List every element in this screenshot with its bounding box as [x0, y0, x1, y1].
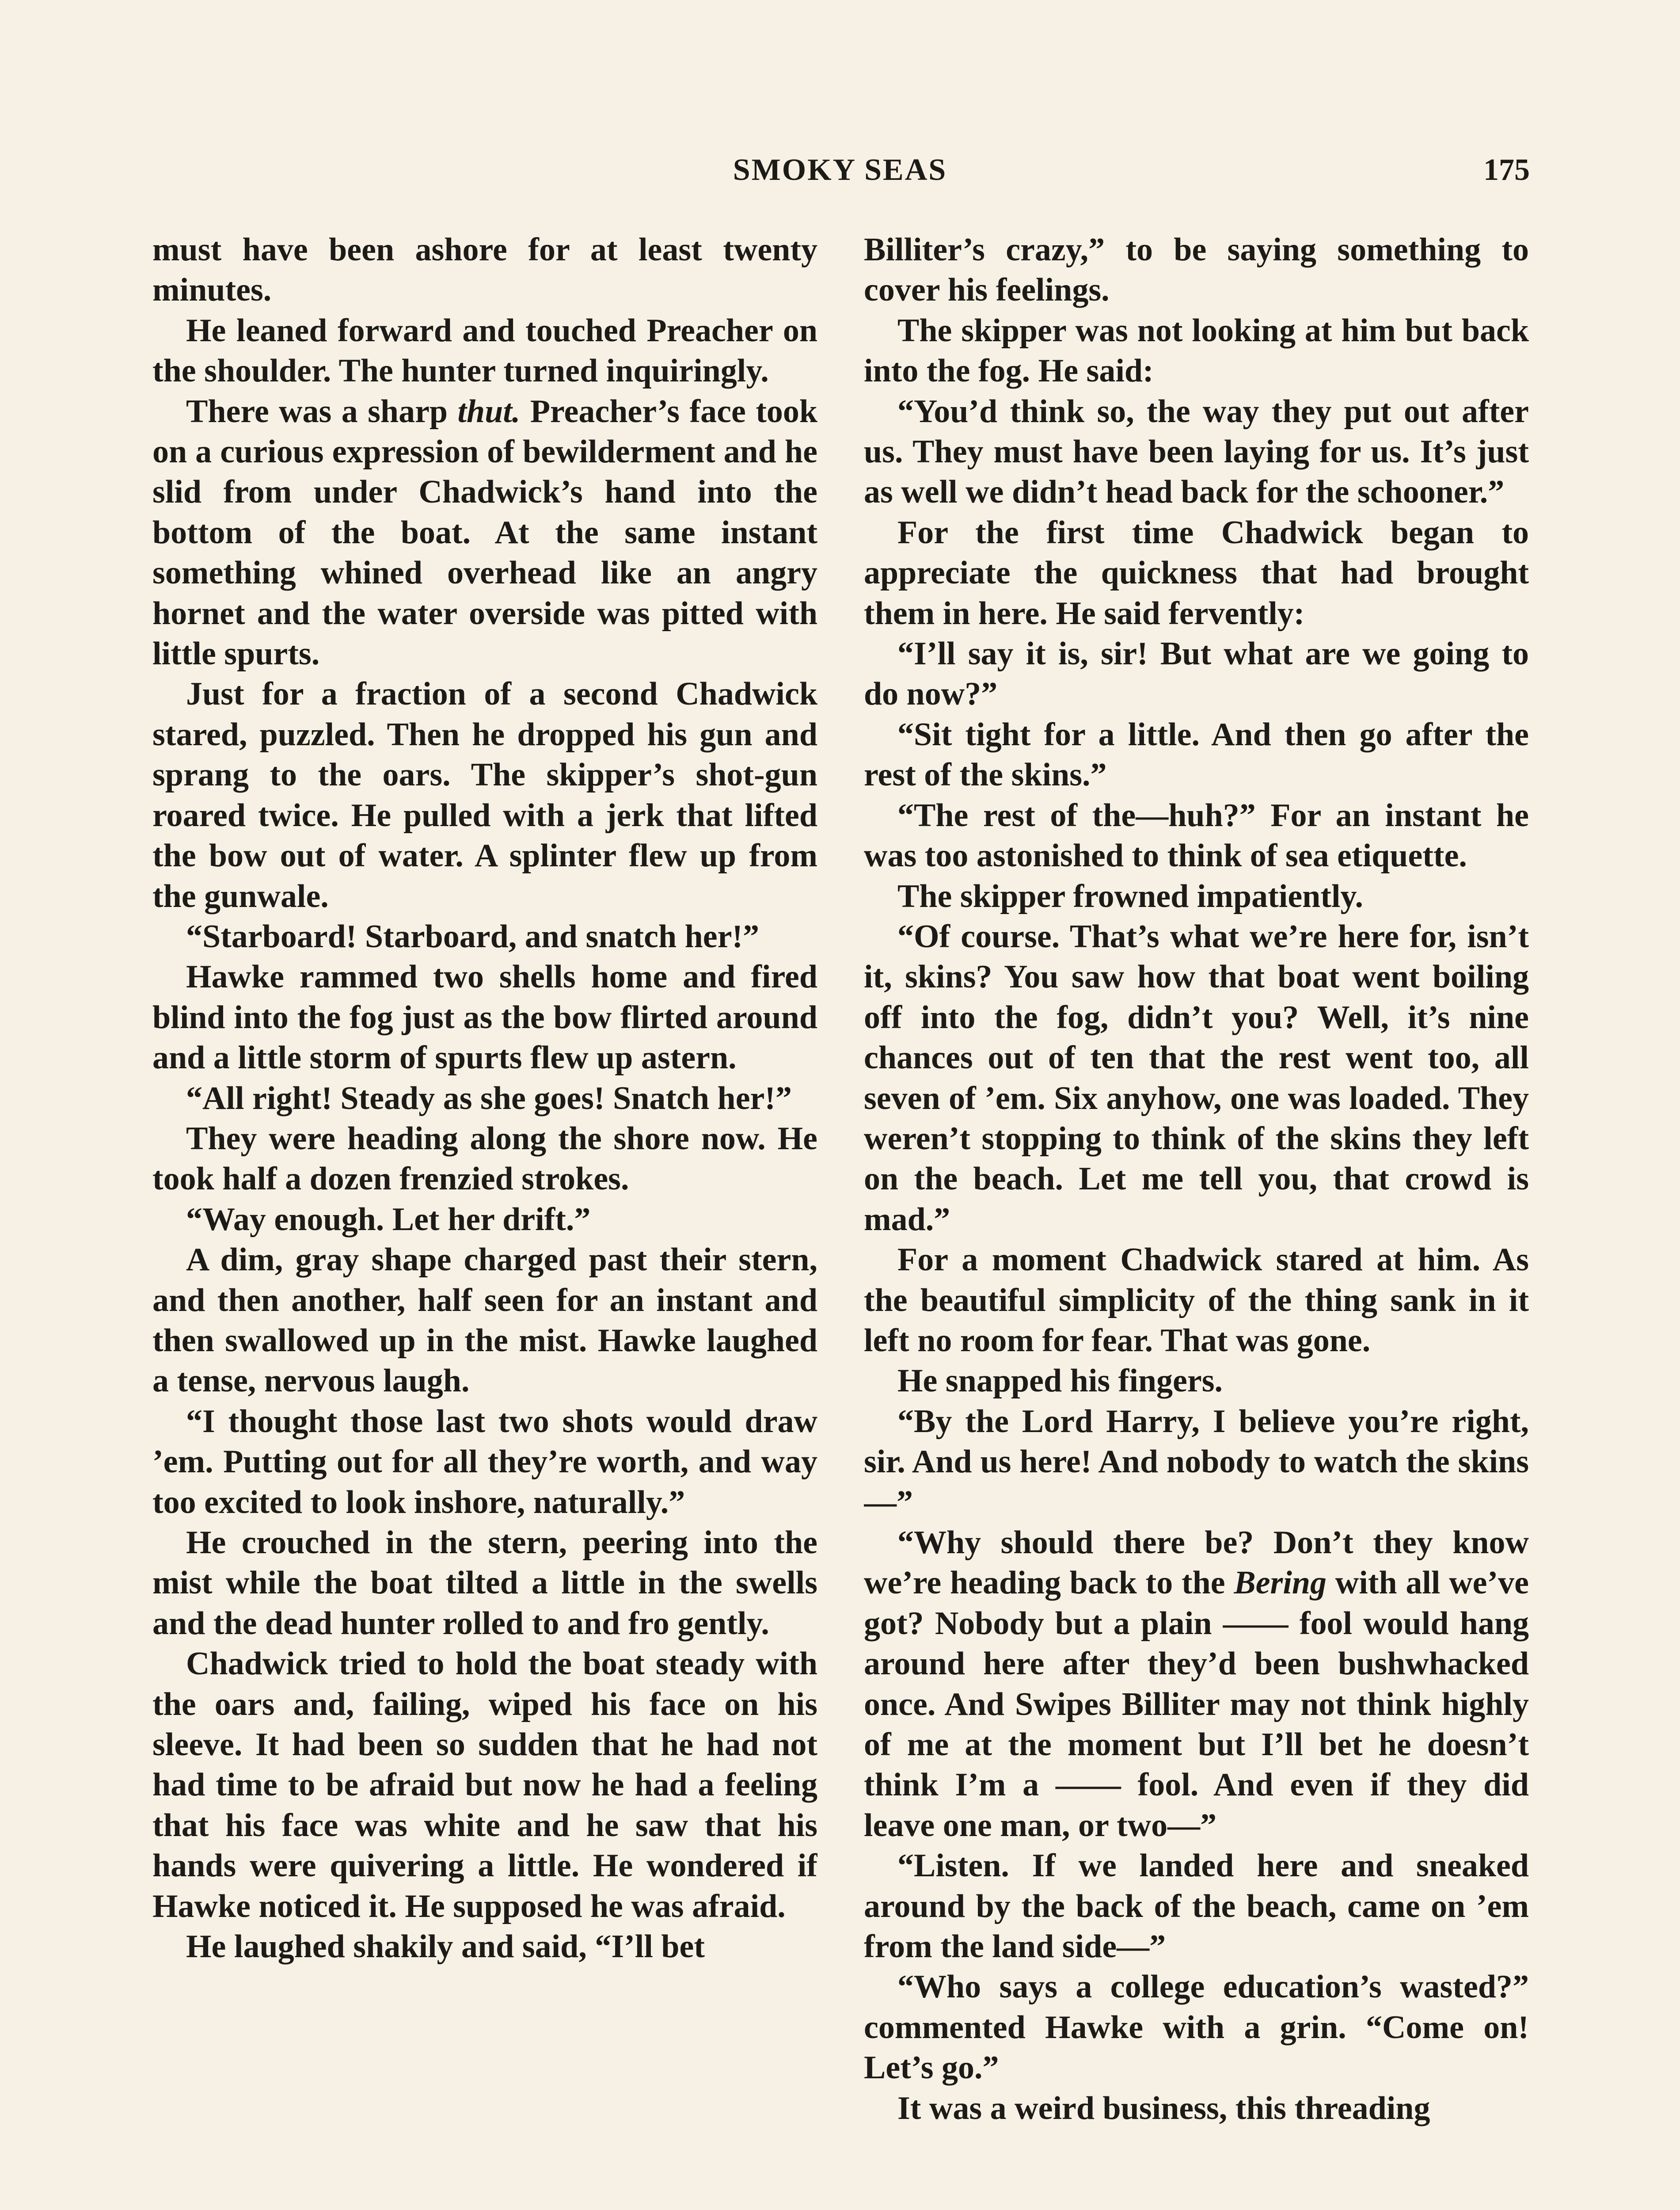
paragraph: “You’d think so, the way they put out after us. They must have been laying for us. It’s just as well we didn’t head back for the schooner.”	[864, 393, 1529, 511]
paragraph: He laughed shakily and said, “I’ll bet	[186, 1928, 705, 1965]
italic-text: Bering	[1234, 1565, 1327, 1601]
paragraph: A dim, gray shape charged past their stern, and then another, half seen for an instant and then swallowed up in the mist. Hawke laughed a tense, nervous laugh.	[152, 1242, 817, 1399]
paragraph: He leaned forward and touched Preacher on the shoulder. The hunter turned inquiringly.	[152, 312, 817, 389]
paragraph: “I’ll say it is, sir! But what are we going to do now?”	[864, 636, 1529, 713]
paragraph: “By the Lord Harry, I believe you’re right, sir. And us here! And nobody to watch the skins—”	[864, 1403, 1529, 1520]
paragraph-text: “Why should there be? Don’t they know we’re heading back to the	[864, 1524, 1529, 1601]
paragraph: “Way enough. Let her drift.”	[186, 1201, 591, 1238]
paragraph: “Starboard! Starboard, and snatch her!”	[186, 918, 760, 955]
paragraph: “The rest of the—huh?” For an instant he was too astonished to think of sea etiquette.	[864, 797, 1529, 874]
paragraph	[864, 1523, 1529, 1846]
paragraph: For the first time Chadwick began to appreciate the quickness that had brought them in here. He said fervently:	[864, 514, 1529, 632]
paragraph: “I thought those last two shots would draw ’em. Putting out for all they’re worth, and way too excited to look inshore, naturally.”	[152, 1403, 817, 1520]
paragraph: He crouched in the stern, peering into the mist while the boat tilted a little in the swells and the dead hunter rolled to and fro gently.	[152, 1524, 817, 1642]
paragraph: “Sit tight for a little. And then go after the rest of the skins.”	[864, 716, 1529, 793]
right-column	[864, 230, 1529, 2210]
paragraph	[152, 392, 817, 674]
paragraph-text: There was a sharp	[186, 393, 458, 430]
paragraph: It was a weird business, this threading	[897, 2090, 1430, 2126]
paragraph: “Of course. That’s what we’re here for, isn’t it, skins? You saw how that boat went boiling off into the fog, didn’t you? Well, it’s nine chances out of ten that the rest went too, all seven of ’em. Six anyhow, one was loaded. They weren’t stopping to think of the skins they left on the beach. Let me tell you, that crowd is mad.”	[864, 918, 1529, 1238]
paragraph: The skipper frowned impatiently.	[897, 878, 1363, 914]
page-number: 175	[1483, 153, 1530, 187]
paragraph: For a moment Chadwick stared at him. As the beautiful simplicity of the thing sank in it left no room for fear. That was gone.	[864, 1242, 1529, 1359]
paragraph: “All right! Steady as she goes! Snatch her!”	[186, 1080, 792, 1116]
paragraph: Chadwick tried to hold the boat steady with the oars and, failing, wiped his face on his sleeve. It had been so sudden that he had not had time to be afraid but now he had a feeling that his face was white and he saw that his hands were quivering a little. He wondered if Hawke noticed it. He supposed he was afraid.	[152, 1646, 817, 1924]
paragraph: He snapped his fingers.	[897, 1363, 1223, 1399]
paragraph: Just for a fraction of a second Chadwick stared, puzzled. Then he dropped his gun and sprang to the oars. The skipper’s shot-gun roared twice. He pulled with a jerk that lifted the bow out of water. A splinter flew up from the gunwale.	[152, 676, 817, 914]
paragraph: Hawke rammed two shells home and fired blind into the fog just as the bow flirted around and a little storm of spurts flew up astern.	[152, 959, 817, 1076]
running-head: SMOKY SEAS	[733, 153, 947, 187]
paragraph: “Who says a college education’s wasted?” commented Hawke with a grin. “Come on! Let’s go.”	[864, 1969, 1529, 2086]
paragraph: must have been ashore for at least twenty minutes.	[152, 232, 817, 309]
page-header	[0, 152, 1680, 201]
paragraph-text: with all we’ve got? Nobody but a plain —— fool would hang around here after they’d been bushwhacked once. And Swipes Billiter may not think highly of me at the moment but I’ll bet he doesn’t think I’m a —— fool. And even if they did leave one man, or two—”	[864, 1565, 1529, 1844]
paragraph: They were heading along the shore now. He took half a dozen frenzied strokes.	[152, 1120, 817, 1197]
paragraph: “Listen. If we landed here and sneaked around by the back of the beach, came on ’em from the land side—”	[864, 1848, 1529, 1965]
text-columns	[152, 230, 1529, 2210]
left-column	[152, 230, 817, 2210]
paragraph: Billiter’s crazy,” to be saying something to cover his feelings.	[864, 232, 1529, 309]
italic-text: thut.	[457, 393, 521, 430]
paragraph: The skipper was not looking at him but back into the fog. He said:	[864, 312, 1529, 389]
paragraph-text: Preacher’s face took on a curious expression of bewilderment and he slid from under Chadwick’s hand into the bottom of the boat. At the same instant something whined overhead like an angry hornet and the water overside was pitted with little spurts.	[152, 393, 817, 672]
